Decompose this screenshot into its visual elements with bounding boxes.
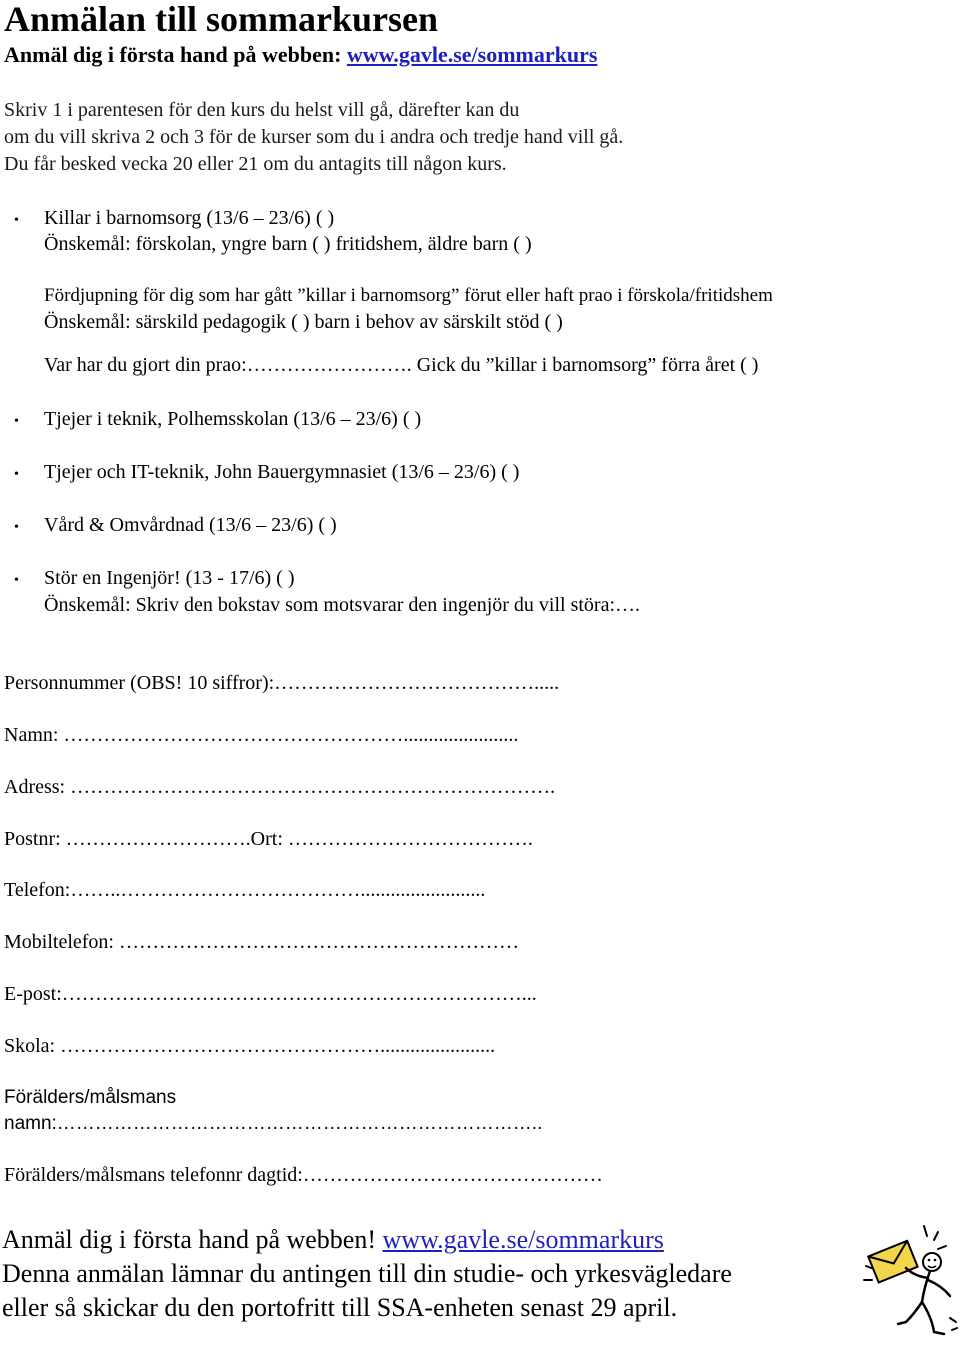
foralder-namn-field: namn:………………………………………………………………….. bbox=[4, 1113, 543, 1134]
page-title: Anmälan till sommarkursen bbox=[4, 0, 439, 39]
postnr-ort-field: Postnr: ……………………….Ort: ………………………………. bbox=[4, 828, 533, 850]
footer-text: Anmäl dig i första hand på webben! bbox=[2, 1225, 383, 1254]
adress-field: Adress: ………………………………………………………………. bbox=[4, 776, 556, 798]
course-tjejer-it: Tjejer och IT-teknik, John Bauergymnasiet (13/6 – 23/6) ( ) bbox=[44, 461, 520, 483]
intro-line-2: om du vill skriva 2 och 3 för de kurser som du i andra och tredje hand vill gå. bbox=[4, 126, 624, 148]
intro-line-1: Skriv 1 i parentesen för den kurs du helst vill gå, därefter kan du bbox=[4, 99, 520, 121]
page-subtitle bbox=[4, 42, 597, 68]
mobiltelefon-field: Mobiltelefon: …………………………………………………… bbox=[4, 931, 519, 953]
killar-prao-question: Var har du gjort din prao:……………………. Gick du ”killar i barnomsorg” förra året ( ) bbox=[44, 354, 759, 376]
bullet-icon: • bbox=[14, 573, 19, 588]
sommarkurs-link[interactable]: www.gavle.se/sommarkurs bbox=[346, 42, 598, 67]
killar-onskemal: Önskemål: förskolan, yngre barn ( ) fritidshem, äldre barn ( ) bbox=[44, 233, 532, 255]
course-vard-omvardnad: Vård & Omvårdnad (13/6 – 23/6) ( ) bbox=[44, 514, 337, 536]
course-tjejer-teknik: Tjejer i teknik, Polhemsskolan (13/6 – 23/6) ( ) bbox=[44, 408, 422, 430]
bullet-icon: • bbox=[14, 520, 19, 535]
running-figure-with-letter-icon bbox=[862, 1222, 958, 1350]
killar-fordjupning: Fördjupning för dig som har gått ”killar i barnomsorg” förut eller haft prao i förskola/fritidshem bbox=[44, 285, 773, 306]
ingenjor-onskemal: Önskemål: Skriv den bokstav som motsvarar den ingenjör du vill störa:…. bbox=[44, 594, 641, 616]
footer-line-1 bbox=[2, 1225, 664, 1255]
footer-line-3: eller så skickar du den portofritt till SSA-enheten senast 29 april. bbox=[2, 1293, 678, 1322]
bullet-icon: • bbox=[14, 467, 19, 482]
foralder-namn-label: Förälders/målsmans bbox=[4, 1087, 177, 1108]
namn-field: Namn: ……………………………………………....................... bbox=[4, 724, 519, 746]
epost-field: E-post:……………………………………………………………... bbox=[4, 983, 537, 1005]
bullet-icon: • bbox=[14, 213, 19, 228]
subtitle-text: Anmäl dig i första hand på webben: bbox=[4, 42, 347, 67]
personnummer-field: Personnummer (OBS! 10 siffror):…………………………………..... bbox=[4, 672, 560, 694]
course-killar-barnomsorg: Killar i barnomsorg (13/6 – 23/6) ( ) bbox=[44, 207, 335, 229]
bullet-icon: • bbox=[14, 414, 19, 429]
course-stor-ingenjor: Stör en Ingenjör! (13 - 17/6) ( ) bbox=[44, 567, 295, 589]
footer-sommarkurs-link[interactable]: www.gavle.se/sommarkurs bbox=[382, 1225, 664, 1254]
skola-field: Skola: …………………………………………....................... bbox=[4, 1035, 496, 1057]
foralder-telefon-field: Förälders/målsmans telefonnr dagtid:……………………………………… bbox=[4, 1164, 603, 1186]
killar-fordjupning-onskemal: Önskemål: särskild pedagogik ( ) barn i behov av särskilt stöd ( ) bbox=[44, 311, 563, 333]
footer-line-2: Denna anmälan lämnar du antingen till din studie- och yrkesvägledare bbox=[2, 1259, 732, 1288]
intro-line-3: Du får besked vecka 20 eller 21 om du antagits till någon kurs. bbox=[4, 153, 507, 175]
telefon-field: Telefon:……..………………………………......................... bbox=[4, 879, 486, 901]
